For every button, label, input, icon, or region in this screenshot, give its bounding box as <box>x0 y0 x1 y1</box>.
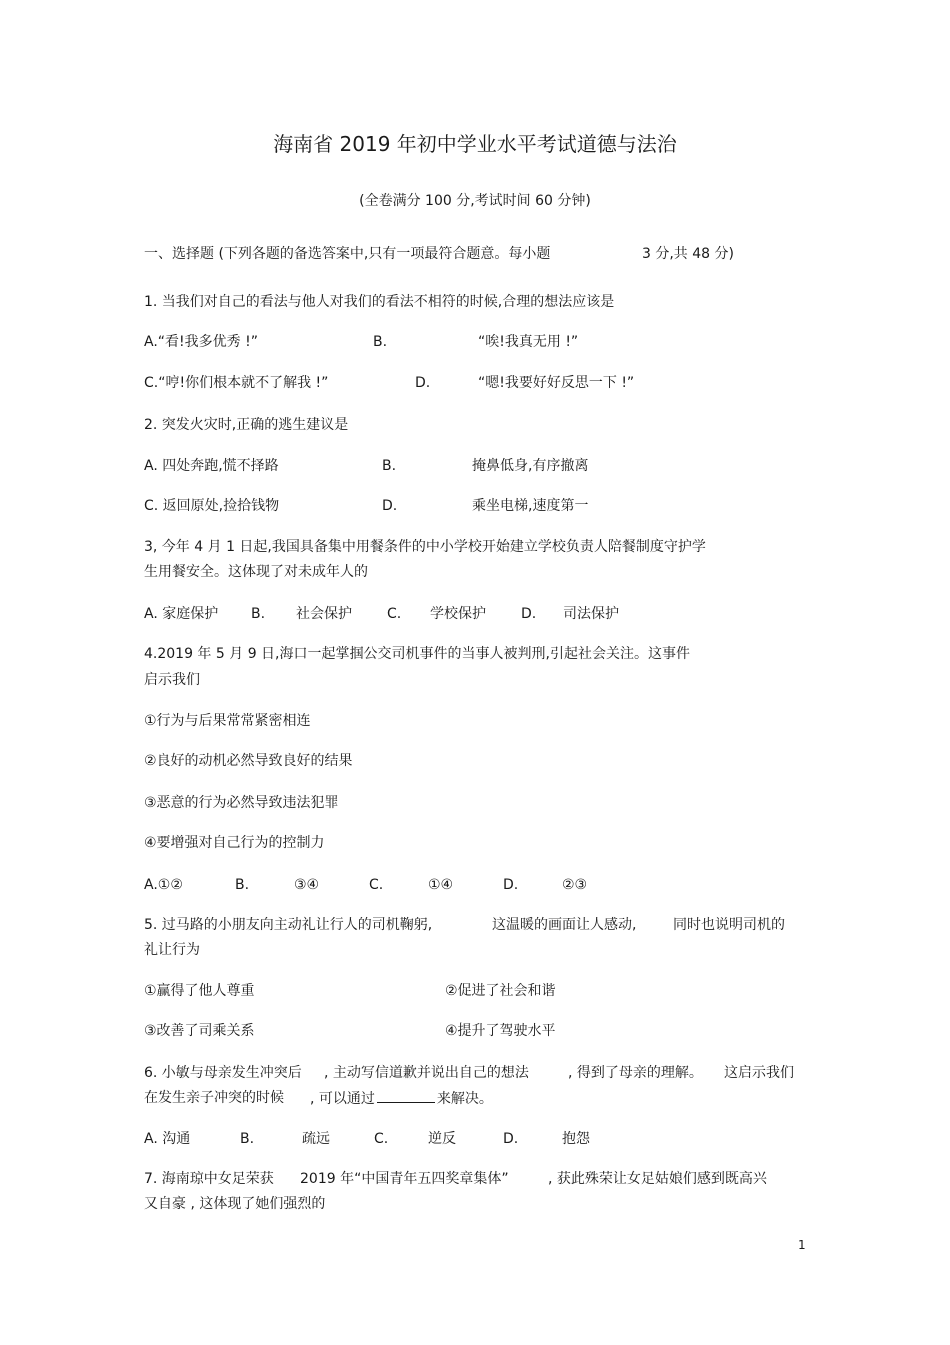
q2-option-d: 乘坐电梯,速度第一 <box>472 498 589 514</box>
q1-option-b-letter: B. <box>373 334 388 350</box>
question-5-stem-part2: 这温暖的画面让人感动, <box>492 917 637 933</box>
q5-statement-2: ②促进了社会和谐 <box>445 983 556 999</box>
q6-option-c-letter: C. <box>374 1131 389 1147</box>
q2-option-b-letter: B. <box>382 458 397 474</box>
section-heading: 一、选择题 (下列各题的备选答案中,只有一项最符合题意。每小题 <box>144 246 551 262</box>
q6-option-d-letter: D. <box>503 1131 519 1147</box>
q6-option-d: 抱怨 <box>562 1131 590 1147</box>
question-2-stem: 2. 突发火灾时,正确的逃生建议是 <box>144 417 349 433</box>
question-5-stem-part3: 同时也说明司机的 <box>673 917 785 933</box>
question-6-stem-line2-part1: 在发生亲子冲突的时候 <box>144 1090 284 1106</box>
exam-subtitle: (全卷满分 100 分,考试时间 60 分钟) <box>359 193 591 209</box>
question-4-stem-line1: 4.2019 年 5 月 9 日,海口一起掌掴公交司机事件的当事人被判刑,引起社会关注。这事件 <box>144 646 690 662</box>
question-6-stem-part2: , 主动写信道歉并说出自己的想法 <box>324 1065 529 1081</box>
q4-statement-4: ④要增强对自己行为的控制力 <box>144 835 325 851</box>
q2-option-b: 掩鼻低身,有序撤离 <box>472 458 589 474</box>
question-5-stem-part1: 5. 过马路的小朋友向主动礼让行人的司机鞠躬, <box>144 917 433 933</box>
q4-option-d-letter: D. <box>503 877 519 893</box>
q4-option-d: ②③ <box>562 877 588 893</box>
question-7-stem-part2: 2019 年“中国青年五四奖章集体” <box>300 1171 509 1187</box>
q1-option-a: A.“看!我多优秀 !” <box>144 334 258 350</box>
q1-option-c: C.“哼!你们根本就不了解我 !” <box>144 375 329 391</box>
q4-option-b-letter: B. <box>235 877 250 893</box>
question-7-stem-part3: , 获此殊荣让女足姑娘们感到既高兴 <box>548 1171 767 1187</box>
answer-blank <box>377 1090 435 1103</box>
question-5-stem-line2: 礼让行为 <box>144 942 200 958</box>
q4-statement-1: ①行为与后果常常紧密相连 <box>144 713 311 729</box>
q6-option-b-letter: B. <box>240 1131 255 1147</box>
q3-option-b-letter: B. <box>251 606 266 622</box>
q3-option-b: 社会保护 <box>296 606 352 622</box>
q1-option-b: “唉!我真无用 !” <box>478 334 579 350</box>
q2-option-a: A. 四处奔跑,慌不择路 <box>144 458 279 474</box>
q6-option-c: 逆反 <box>428 1131 456 1147</box>
q4-statement-2: ②良好的动机必然导致良好的结果 <box>144 753 353 769</box>
question-7-stem-line2: 又自豪 , 这体现了她们强烈的 <box>144 1196 326 1212</box>
page-title: 海南省 2019 年初中学业水平考试道德与法治 <box>273 132 677 156</box>
q3-option-c: 学校保护 <box>430 606 486 622</box>
q2-option-c: C. 返回原处,捡拾钱物 <box>144 498 280 514</box>
q5-statement-1: ①赢得了他人尊重 <box>144 983 255 999</box>
q4-option-a: A.①② <box>144 877 183 893</box>
q1-option-d: “嗯!我要好好反思一下 !” <box>478 375 635 391</box>
q4-option-b: ③④ <box>294 877 320 893</box>
q6-tail-text: 来解决。 <box>436 1091 493 1107</box>
q6-lead-text: , 可以通过 <box>310 1091 375 1107</box>
q2-option-d-letter: D. <box>382 498 398 514</box>
question-1-stem: 1. 当我们对自己的看法与他人对我们的看法不相符的时候,合理的想法应该是 <box>144 294 615 310</box>
question-3-stem-line1: 3, 今年 4 月 1 日起,我国具备集中用餐条件的中小学校开始建立学校负责人陪餐制度守护学 <box>144 539 706 555</box>
q1-option-d-letter: D. <box>415 375 431 391</box>
question-4-stem-line2: 启示我们 <box>144 672 200 688</box>
q4-option-c: ①④ <box>428 877 454 893</box>
q3-option-c-letter: C. <box>387 606 402 622</box>
q6-option-a: A. 沟通 <box>144 1131 191 1147</box>
question-6-stem-part3: , 得到了母亲的理解。 <box>568 1065 703 1081</box>
q6-option-b: 疏远 <box>302 1131 330 1147</box>
q4-statement-3: ③恶意的行为必然导致违法犯罪 <box>144 795 339 811</box>
q5-statement-3: ③改善了司乘关系 <box>144 1023 255 1039</box>
page-number: 1 <box>798 1238 806 1252</box>
q5-statement-4: ④提升了驾驶水平 <box>445 1023 556 1039</box>
question-3-stem-line2: 生用餐安全。这体现了对未成年人的 <box>144 564 368 580</box>
q3-option-a: A. 家庭保护 <box>144 606 219 622</box>
question-7-stem-part1: 7. 海南琼中女足荣获 <box>144 1171 274 1187</box>
section-points: 3 分,共 48 分) <box>642 246 734 262</box>
question-6-stem-line2-part2 <box>310 1090 493 1107</box>
q4-option-c-letter: C. <box>369 877 384 893</box>
q3-option-d-letter: D. <box>521 606 537 622</box>
question-6-stem-part1: 6. 小敏与母亲发生冲突后 <box>144 1065 302 1081</box>
q3-option-d: 司法保护 <box>563 606 619 622</box>
question-6-stem-part4: 这启示我们 <box>724 1065 794 1081</box>
